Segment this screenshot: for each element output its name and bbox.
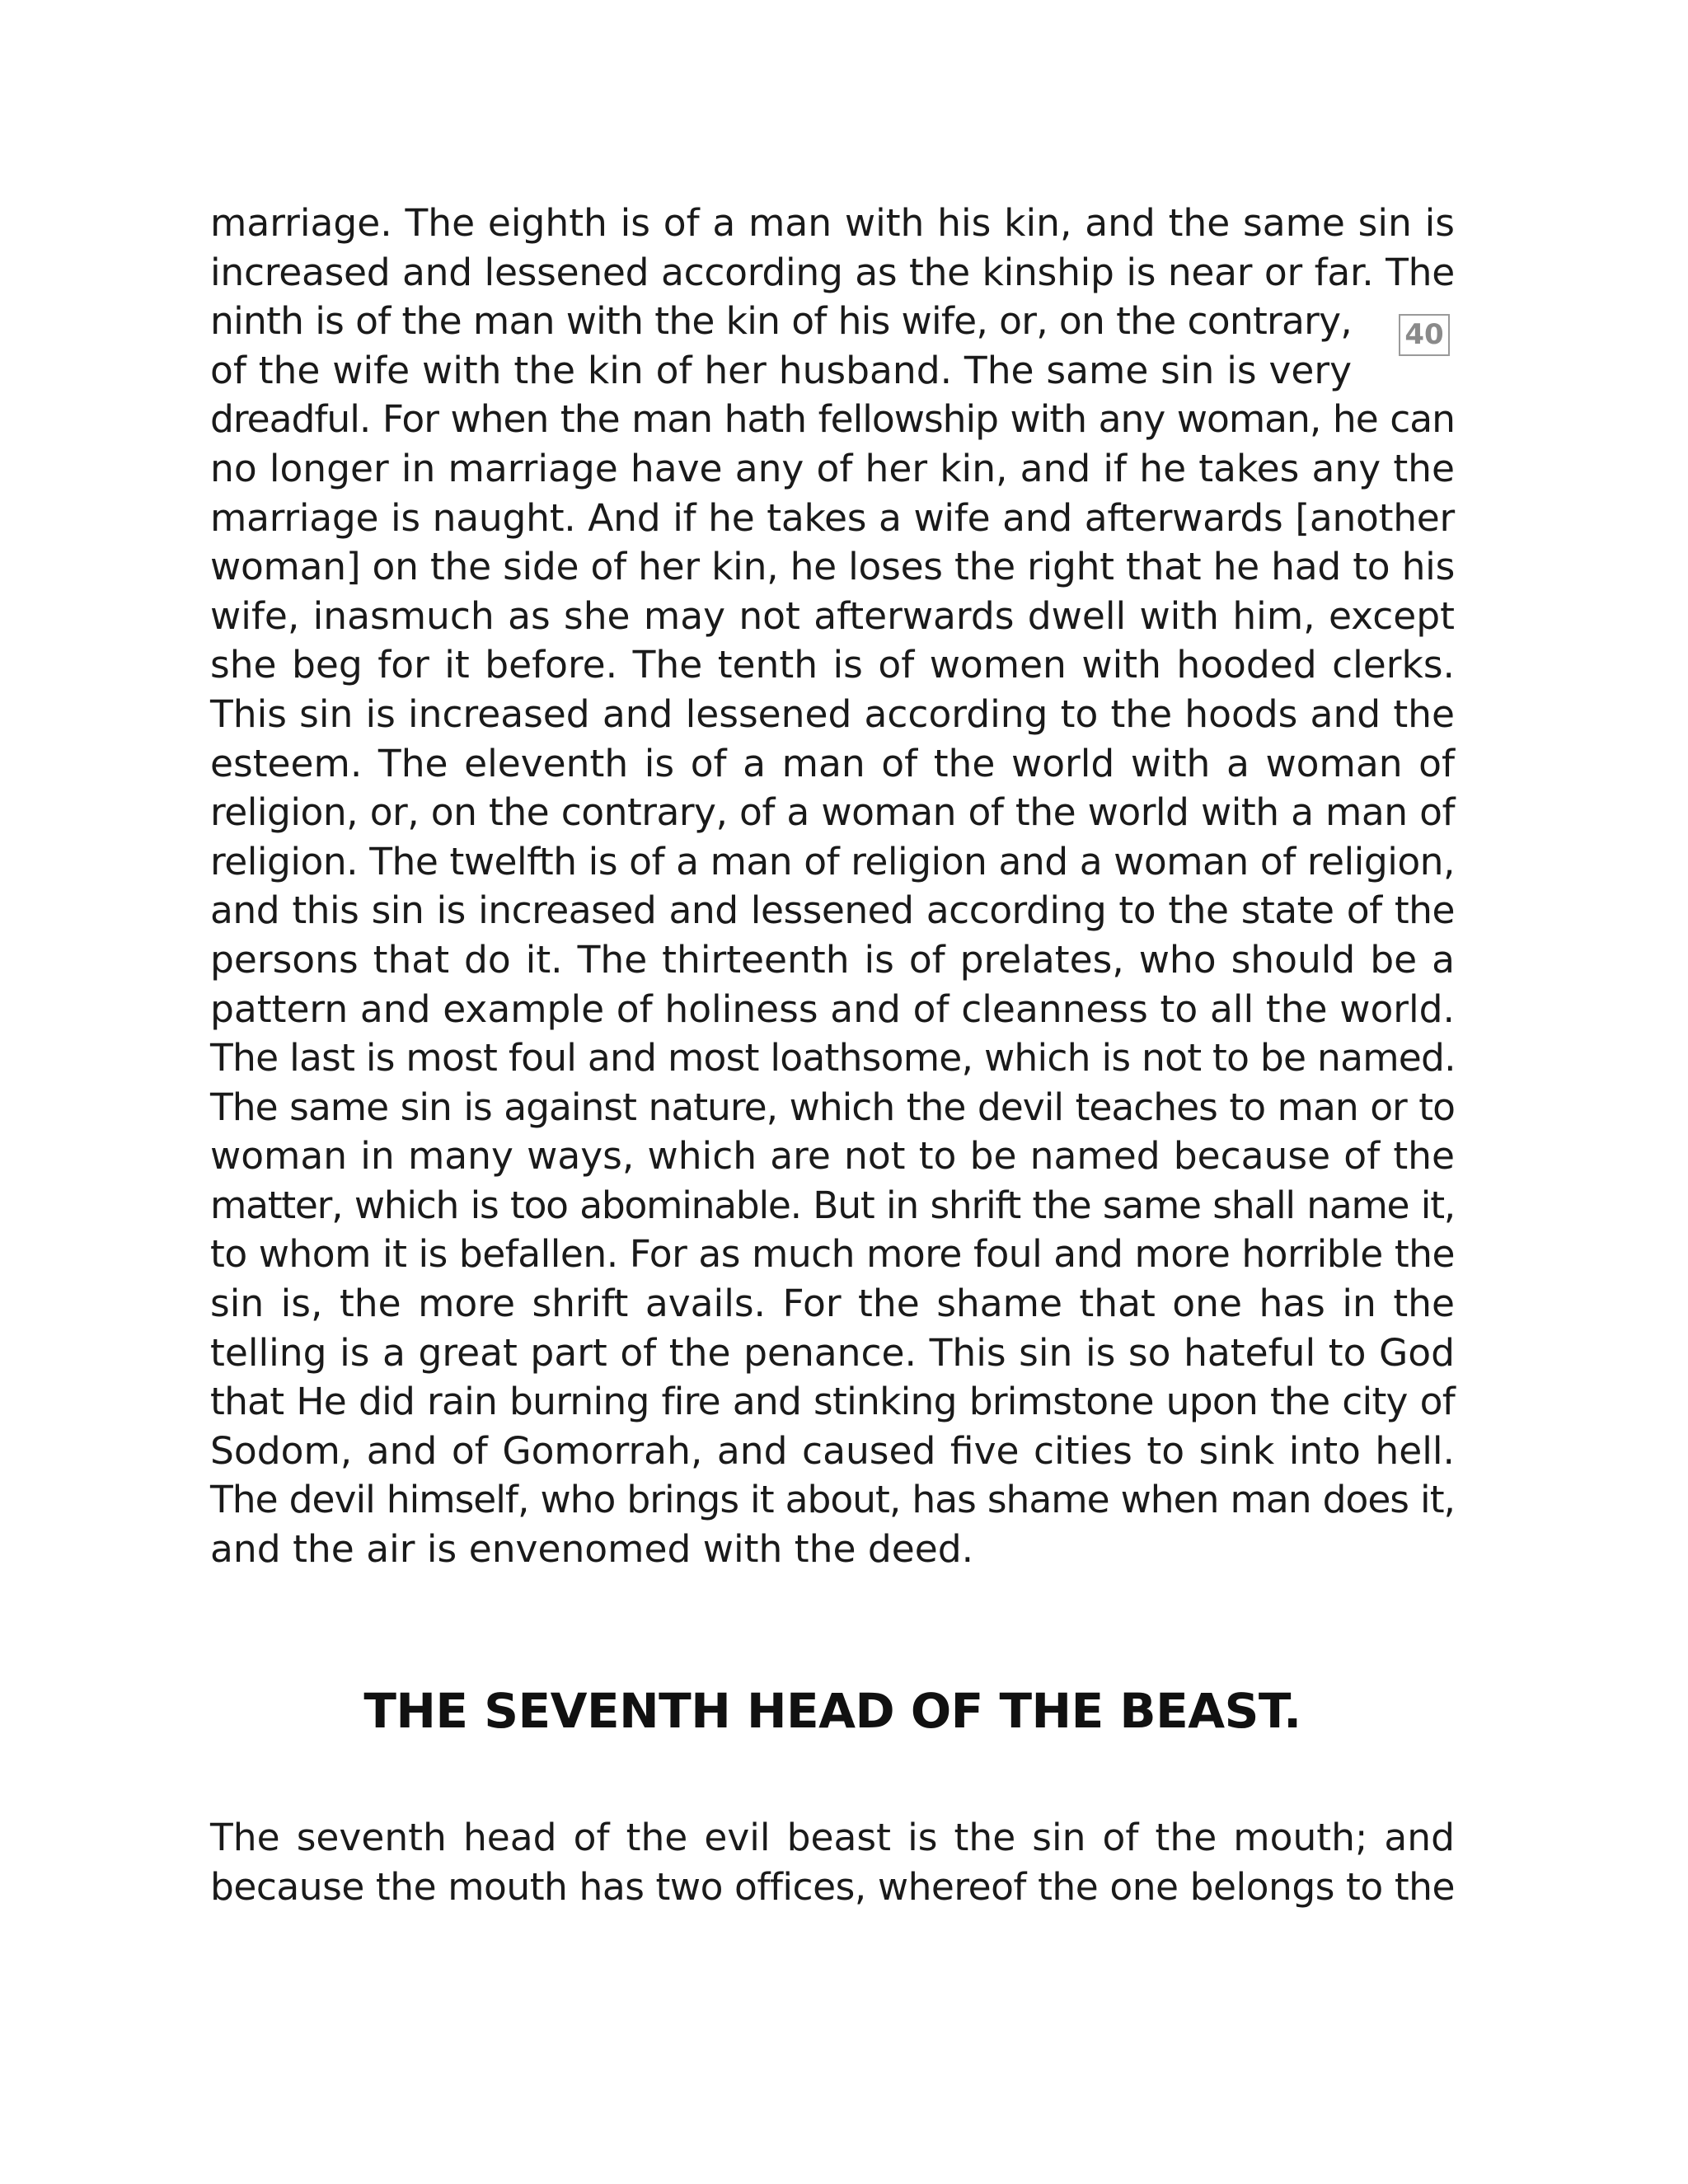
text-line: telling is a great part of the penance. This sin is so hateful to God — [210, 1330, 1455, 1375]
text-line: This sin is increased and lessened according to the hoods and the — [210, 691, 1455, 736]
text-line: Sodom, and of Gomorrah, and caused five cities to sink into hell. — [210, 1428, 1455, 1473]
text-line: matter, which is too abominable. But in shrift the same shall name it, — [210, 1183, 1455, 1227]
text-line: persons that do it. The thirteenth is of prelates, who should be a — [210, 937, 1455, 982]
page-number-marker: 40 — [1399, 314, 1450, 356]
text-line: of the wife with the kin of her husband. The same sin is very — [210, 348, 1352, 392]
text-line: marriage. The eighth is of a man with his kin, and the same sin is — [210, 201, 1455, 245]
text-line: no longer in marriage have any of her kin, and if he takes any the — [210, 446, 1455, 490]
text-line: The same sin is against nature, which the devil teaches to man or to — [210, 1085, 1455, 1129]
text-line: The devil himself, who brings it about, has shame when man does it, — [210, 1478, 1455, 1522]
section-heading: THE SEVENTH HEAD OF THE BEAST. — [363, 1683, 1301, 1739]
text-line: sin is, the more shrift avails. For the shame that one has in the — [210, 1282, 1455, 1326]
text-line: ninth is of the man with the kin of his wife, or, on the contrary, — [210, 299, 1352, 344]
text-line: religion. The twelfth is of a man of religion and a woman of religion, — [210, 839, 1455, 883]
text-line: and this sin is increased and lessened according to the state of the — [210, 888, 1455, 933]
text-line: pattern and example of holiness and of cleanness to all the world. — [210, 987, 1455, 1031]
text-line: religion, or, on the contrary, of a woman of the world with a man of — [210, 790, 1455, 835]
text-line: woman] on the side of her kin, he loses the right that he had to his — [210, 545, 1456, 589]
text-line: she beg for it before. The tenth is of women with hooded clerks. — [210, 643, 1455, 687]
text-line: because the mouth has two offices, whereof the one belongs to the — [210, 1864, 1455, 1909]
text-line: dreadful. For when the man hath fellowship with any woman, he can — [210, 397, 1455, 442]
text-line: marriage is naught. And if he takes a wife and afterwards [another — [210, 495, 1455, 540]
text-line: that He did rain burning fire and stinking brimstone upon the city of — [210, 1380, 1455, 1424]
text-line: The seventh head of the evil beast is the sin of the mouth; and — [210, 1816, 1455, 1859]
body-paragraph — [210, 1813, 1455, 1911]
text-line: The last is most foul and most loathsome, which is not to be named. — [210, 1036, 1456, 1080]
text-line: to whom it is befallen. For as much more foul and more horrible the — [210, 1232, 1455, 1277]
text-line: woman in many ways, which are not to be named because of the — [210, 1134, 1455, 1179]
text-line: esteem. The eleventh is of a man of the world with a woman of — [210, 741, 1455, 785]
text-line: and the air is envenomed with the deed. — [210, 1527, 974, 1572]
text-line: increased and lessened according as the kinship is near or far. The — [210, 250, 1455, 294]
text-line: wife, inasmuch as she may not afterwards dwell with him, except — [210, 593, 1455, 638]
body-paragraph — [210, 199, 1455, 1574]
